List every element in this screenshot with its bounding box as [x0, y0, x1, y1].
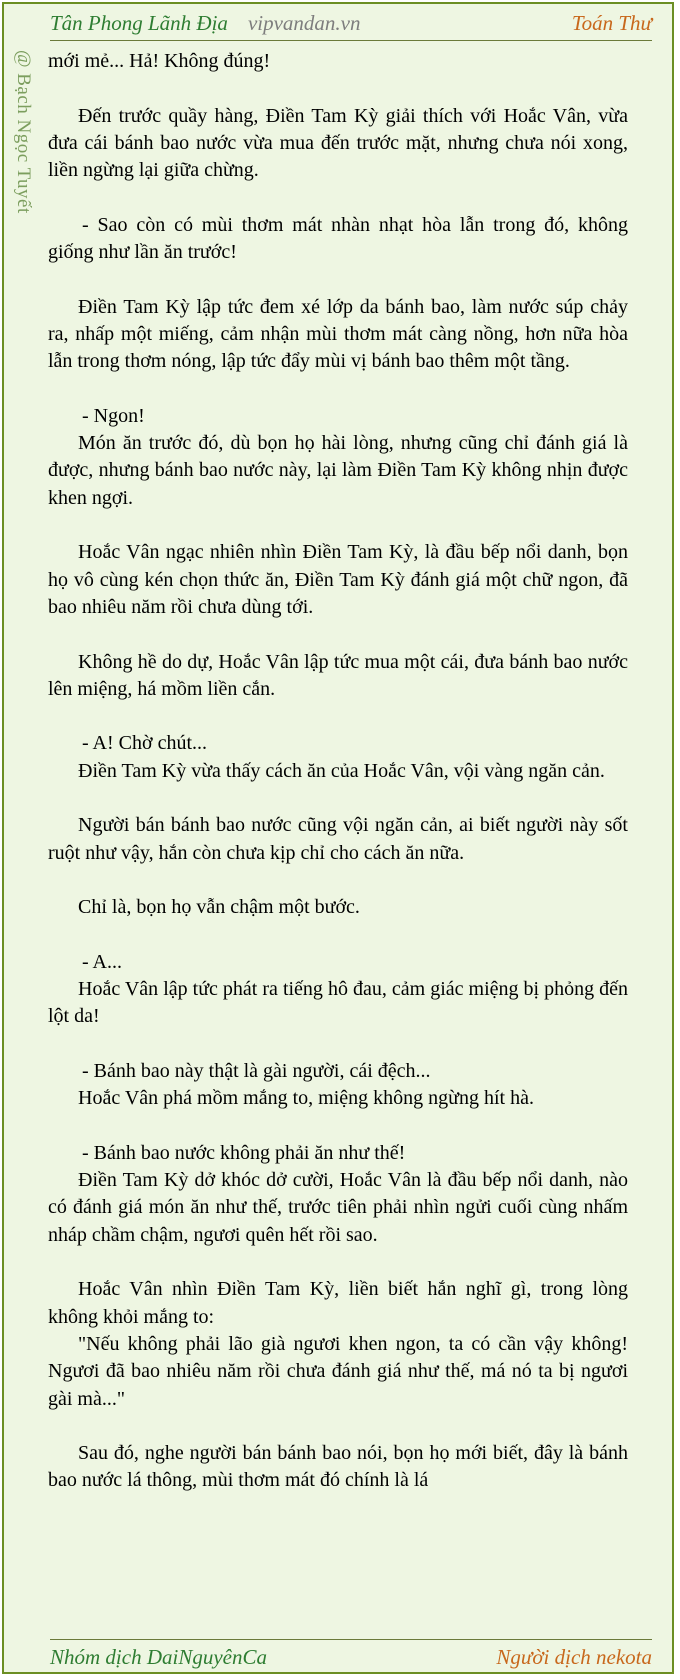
paragraph: - Bánh bao nước không phải ăn như thế!	[82, 1141, 406, 1164]
paragraph: Điền Tam Kỳ dở khóc dở cười, Hoắc Vân là đầu bếp nổi danh, nào có đánh giá món ăn như thế, trước tiên phải nhìn ngửi cuối cùng nhấm nháp chầm chậm, ngươi quên hết rồi sao.	[48, 1169, 628, 1246]
page-footer	[50, 1639, 652, 1674]
paragraph: - A! Chờ chút...	[82, 732, 208, 755]
translation-group: Nhóm dịch DaiNguyênCa	[50, 1644, 267, 1669]
paragraph: Không hề do dự, Hoắc Vân lập tức mua một cái, đưa bánh bao nước lên miệng, há mồm liền cắn.	[48, 650, 628, 700]
header-left	[50, 11, 360, 36]
paragraph: mới mẻ... Hả! Không đúng!	[48, 50, 271, 72]
paragraph: Điền Tam Kỳ vừa thấy cách ăn của Hoắc Vân, vội vàng ngăn cản.	[78, 759, 605, 782]
site-name: vipvandan.vn	[247, 10, 361, 35]
page-header	[50, 6, 652, 41]
paragraph: Hoắc Vân nhìn Điền Tam Kỳ, liền biết hắn nghĩ gì, trong lòng không khỏi mắng to:	[48, 1278, 628, 1328]
paragraph: - Bánh bao này thật là gài người, cái đệch...	[82, 1059, 431, 1082]
paragraph: Hoắc Vân ngạc nhiên nhìn Điền Tam Kỳ, là đầu bếp nổi danh, bọn họ vô cùng kén chọn thức ăn, Điền Tam Kỳ đánh giá một chữ ngon, đã bao nhiêu năm rồi chưa dùng tới.	[48, 541, 628, 618]
paragraph: Chỉ là, bọn họ vẫn chậm một bước.	[78, 896, 360, 919]
paragraph: Điền Tam Kỳ lập tức đem xé lớp da bánh bao, làm nước súp chảy ra, nhấp một miếng, cảm nhận mùi thơm mát càng nồng, hơn nữa hòa lẫn trong thơm nóng, lập tức đẩy mùi vị bánh bao thêm một tầng.	[48, 295, 628, 373]
paragraph: - Sao còn có mùi thơm mát nhàn nhạt hòa lẫn trong đó, không giống như lần ăn trước!	[48, 213, 628, 264]
book-title: Tân Phong Lãnh Địa	[50, 10, 228, 35]
paragraph: - Ngon!	[82, 404, 145, 427]
paragraph: "Nếu không phải lão già ngươi khen ngon, ta có cần vậy không! Ngươi đã bao nhiêu năm rồi chưa đánh giá như thế, má nó ta bị ngươi gài mà..."	[48, 1332, 628, 1410]
paragraph: Đến trước quầy hàng, Điền Tam Kỳ giải thích với Hoắc Vân, vừa đưa cái bánh bao nước vừa mua đến trước mặt, nhưng chưa nói xong, liền ngừng lại giữa chừng.	[48, 104, 628, 182]
watermark-sidebar: @ Bạch Ngọc Tuyết	[13, 50, 34, 214]
paragraph: Hoắc Vân phá mồm mắng to, miệng không ngừng hít hà.	[78, 1087, 534, 1110]
paragraph: - A...	[82, 950, 122, 973]
paragraph: Hoắc Vân lập tức phát ra tiếng hô đau, cảm giác miệng bị phỏng đến lột da!	[48, 978, 628, 1028]
translator-name: Người dịch nekota	[496, 1644, 652, 1669]
paragraph: Sau đó, nghe người bán bánh bao nói, bọn họ mới biết, đây là bánh bao nước lá thông, mùi thơm mát đó chính là lá	[48, 1442, 628, 1492]
chapter-content	[48, 48, 628, 1495]
author-name: Toán Thư	[571, 10, 652, 35]
paragraph: Người bán bánh bao nước cũng vội ngăn cản, ai biết người này sốt ruột như vậy, hắn còn chưa kịp chỉ cho cách ăn nữa.	[48, 814, 628, 864]
paragraph: Món ăn trước đó, dù bọn họ hài lòng, nhưng cũng chỉ đánh giá là được, nhưng bánh bao nước này, lại làm Điền Tam Kỳ không nhịn được khen ngợi.	[48, 432, 628, 509]
